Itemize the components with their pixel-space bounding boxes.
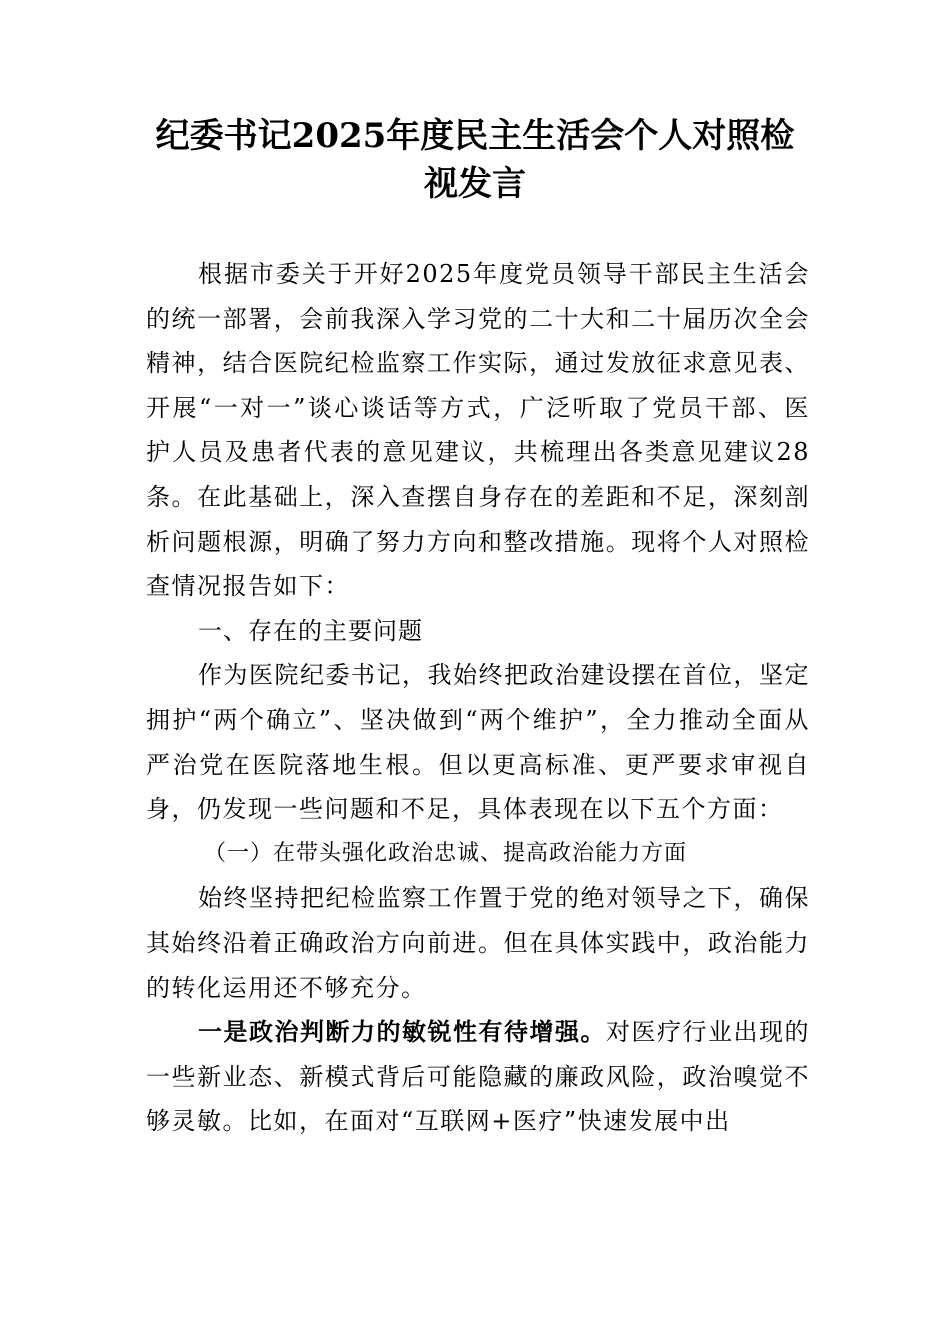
title-line-1: 纪委书记2025年度民主生活会个人对照检 bbox=[155, 116, 795, 156]
point-1-body: 对医疗行业出现的一些新业态、新模式背后可能隐藏的廉政风险，政治嗅觉不够灵敏。比如，在面对“互联网+医疗”快速发展中出 bbox=[146, 1018, 810, 1136]
intro-paragraph: 根据市委关于开好2025年度党员领导干部民主生活会的统一部署，会前我深入学习党的二十大和二十届历次全会精神，结合医院纪检监察工作实际，通过发放征求意见表、开展“一对一”谈心谈话等方式，广泛听取了党员干部、医护人员及患者代表的意见建议，共梳理出各类意见建议28条。在此基础上，深入查摆自身存在的差距和不足，深刻剖析问题根源，明确了努力方向和整改措施。现将个人对照检查情况报告如下： bbox=[146, 260, 810, 601]
document-title bbox=[140, 112, 810, 208]
document-body bbox=[146, 252, 810, 1144]
subsection-1-paragraph: 始终坚持把纪检监察工作置于党的绝对领导之下，确保其始终沿着正确政治方向前进。但在具体实践中，政治能力的转化运用还不够充分。 bbox=[146, 884, 810, 1002]
subsection-heading-1: （一）在带头强化政治忠诚、提高政治能力方面 bbox=[204, 840, 688, 866]
title-line-2: 视发言 bbox=[424, 164, 526, 204]
point-1-paragraph bbox=[146, 1010, 810, 1144]
section-heading-1: 一、存在的主要问题 bbox=[198, 616, 423, 645]
point-1-lead: 一是政治判断力的敏锐性有待增强。 bbox=[198, 1018, 606, 1047]
section-1-paragraph: 作为医院纪委书记，我始终把政治建设摆在首位，坚定拥护“两个确立”、坚决做到“两个维护”，全力推动全面从严治党在医院落地生根。但以更高标准、更严要求审视自身，仍发现一些问题和不足，具体表现在以下五个方面： bbox=[146, 661, 810, 824]
